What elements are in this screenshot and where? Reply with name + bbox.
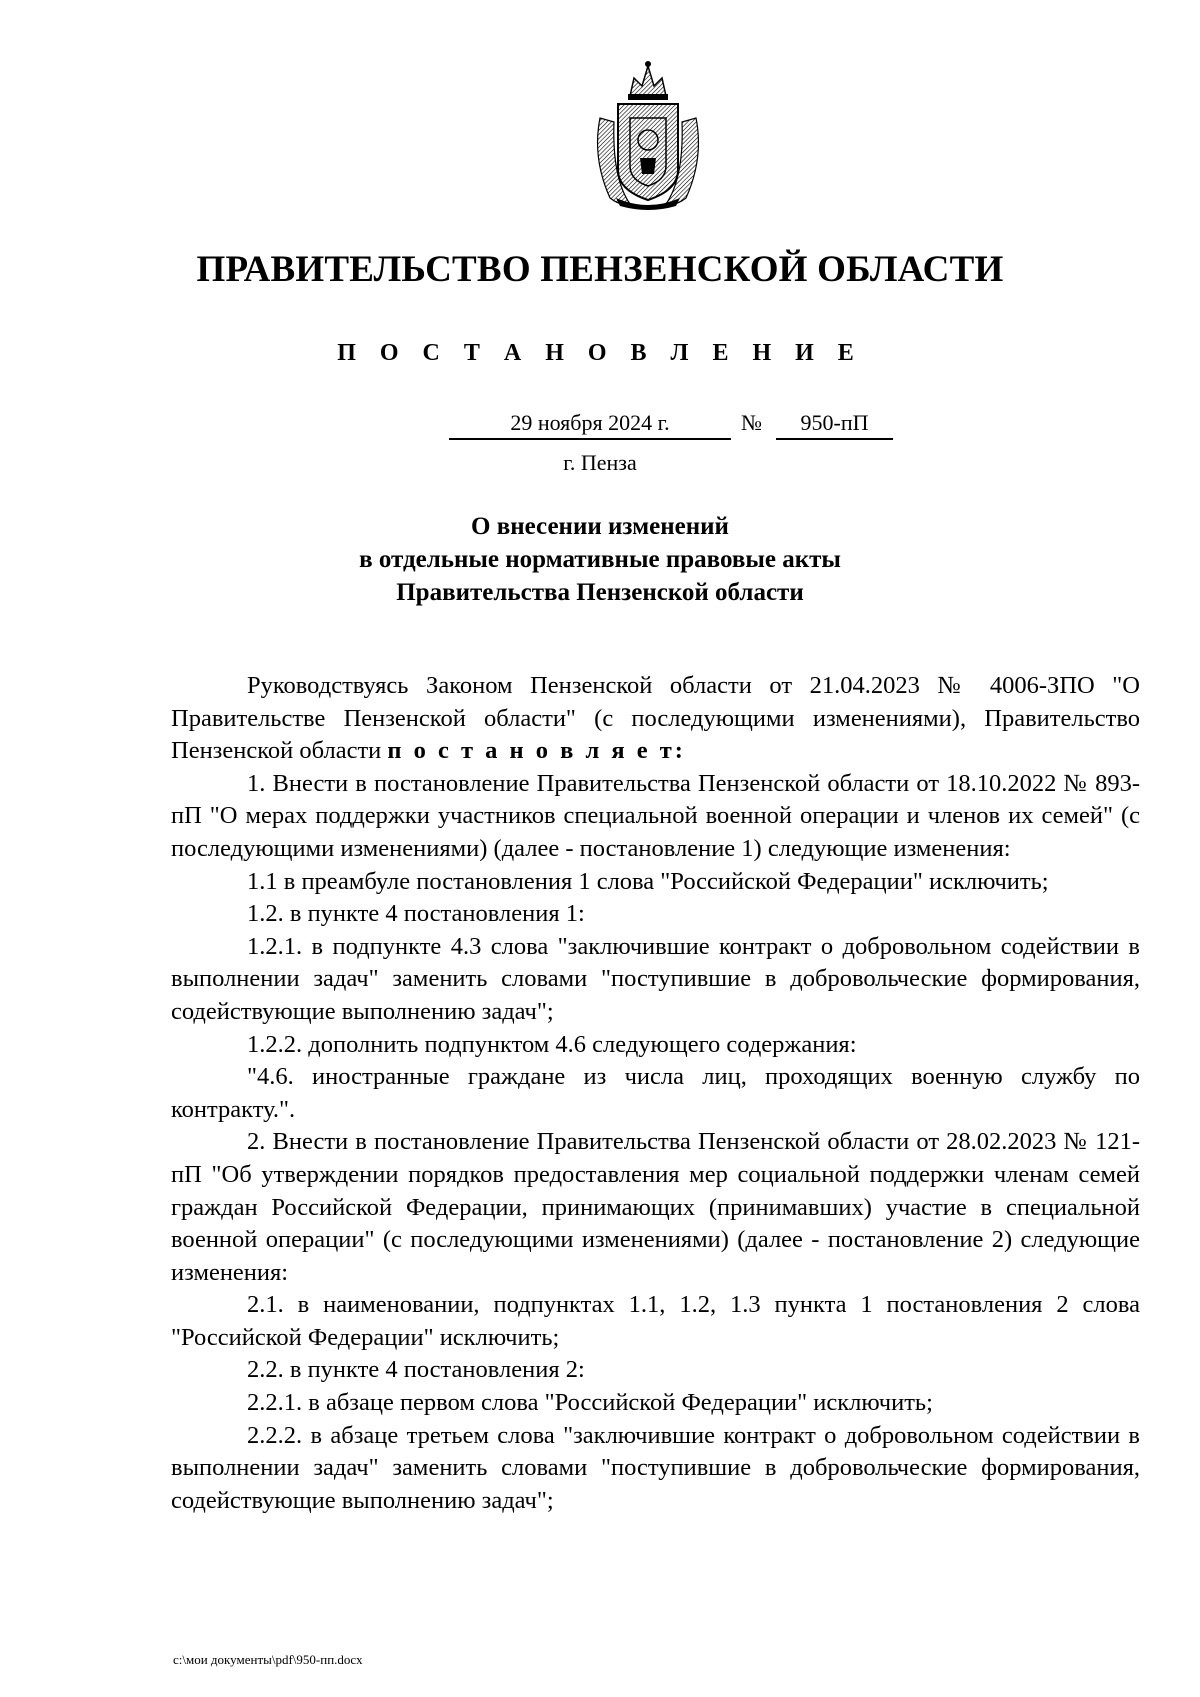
coat-of-arms-icon	[590, 58, 706, 210]
number-sign: №	[741, 410, 762, 435]
organization-title: ПРАВИТЕЛЬСТВО ПЕНЗЕНСКОЙ ОБЛАСТИ	[196, 249, 1004, 290]
paragraph-1-2: 1.2. в пункте 4 постановления 1:	[247, 900, 585, 928]
paragraph-2-2-2: 2.2.2. в абзаце третьем слова "заключившие контракт о добровольном содействии в выполнении задач" заменить словами "поступившие в добровольческие формирования, содействующие выполнению задач";	[171, 1421, 1140, 1514]
paragraph-2-1: 2.1. в наименовании, подпунктах 1.1, 1.2, 1.3 пункта 1 постановления 2 слова "Российской Федерации" исключить;	[171, 1291, 1140, 1351]
document-number: 950-пП	[776, 410, 893, 440]
subject-line-1: О внесении изменений	[471, 513, 729, 540]
preamble-text: Руководствуясь Законом Пензенской области от 21.04.2023 № 4006-ЗПО "О Правительстве Пензенской области" (с последующими изменениями), Правительство Пензенской области	[171, 672, 1140, 765]
document-date: 29 ноября 2024 г.	[449, 410, 731, 440]
footer-file-path: c:\мои документы\pdf\950-пп.docx	[173, 1652, 363, 1667]
paragraph-1: 1. Внести в постановление Правительства Пензенской области от 18.10.2022 № 893-пП "О мерах поддержки участников специальной военной операции и членов их семей" (с последующими изменениями) (далее - постановление 1) следующие изменения:	[171, 769, 1140, 862]
paragraph-1-2-1: 1.2.1. в подпункте 4.3 слова "заключившие контракт о добровольном содействии в выполнении задач" заменить словами "поступившие в добровольческие формирования, содействующие выполнению задач";	[171, 932, 1140, 1025]
paragraph-1-2-2-quote: "4.6. иностранные граждане из числа лиц, проходящих военную службу по контракту.".	[171, 1063, 1140, 1123]
date-number-line	[449, 410, 899, 442]
paragraph-2: 2. Внести в постановление Правительства Пензенской области от 28.02.2023 № 121-пП "Об утверждении порядков предоставления мер социальной поддержки членам семей граждан Российской Федерации, принимающих (принимавших) участие в специальной военной операции" (с последующими изменениями) (далее - постановление 2) следующие изменения:	[171, 1128, 1140, 1286]
city: г. Пенза	[563, 450, 637, 475]
paragraph-2-2: 2.2. в пункте 4 постановления 2:	[247, 1356, 585, 1384]
document-type: П О С Т А Н О В Л Е Н И Е	[337, 340, 863, 366]
paragraph-2-2-1: 2.2.1. в абзаце первом слова "Российской Федерации" исключить;	[247, 1389, 933, 1417]
preamble-paragraph	[171, 670, 1140, 768]
preamble-emphasis: п о с т а н о в л я е т:	[387, 737, 686, 765]
document-subject	[0, 510, 1200, 609]
paragraph-1-2-2: 1.2.2. дополнить подпунктом 4.6 следующего содержания:	[247, 1030, 857, 1058]
subject-line-3: Правительства Пензенской области	[396, 579, 804, 606]
paragraph-1-1: 1.1 в преамбуле постановления 1 слова "Российской Федерации" исключить;	[247, 867, 1049, 895]
subject-line-2: в отдельные нормативные правовые акты	[359, 546, 841, 573]
document-body	[171, 670, 1140, 1517]
